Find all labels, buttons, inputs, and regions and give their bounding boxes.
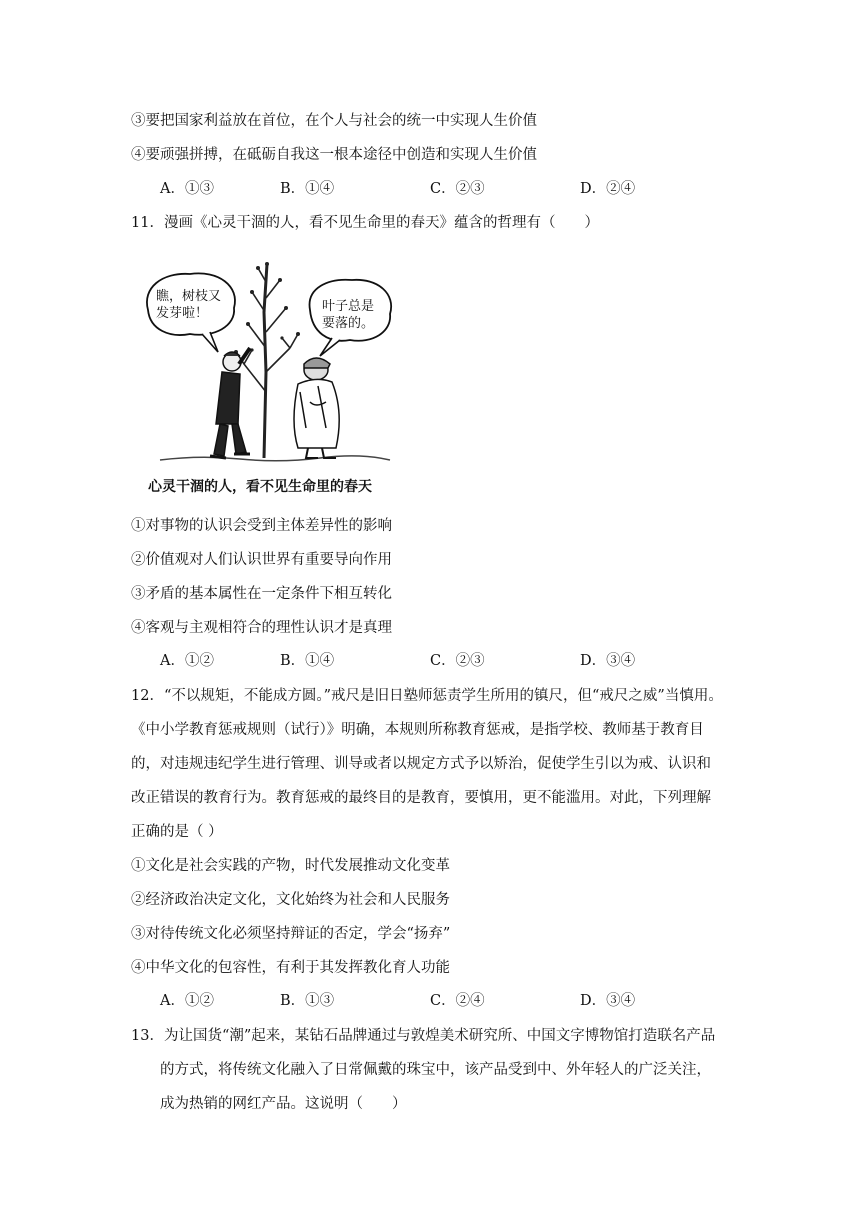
q13-stem-line-3: 成为热销的网红产品。这说明（ ） — [160, 1096, 407, 1112]
bubble-right-text — [322, 298, 374, 332]
q10-option-b: B．①④ — [280, 181, 335, 197]
bubble-left-text — [156, 288, 221, 322]
q12-stem-line-2: 《中小学教育惩戒规则（试行）》明确，本规则所称教育惩戒，是指学校、教师基于教育目 — [131, 722, 704, 738]
q10-option-d: D．②④ — [580, 181, 636, 197]
q11-item-4: ④客观与主观相符合的理性认识才是真理 — [131, 620, 392, 636]
cartoon-illustration — [140, 252, 400, 472]
q10-item-3: ③要把国家利益放在首位，在个人与社会的统一中实现人生价值 — [131, 113, 537, 129]
cartoon-caption: 心灵干涸的人，看不见生命里的春天 — [148, 479, 372, 495]
q11-item-3: ③矛盾的基本属性在一定条件下相互转化 — [131, 586, 392, 602]
q10-option-a: A．①③ — [160, 181, 214, 197]
q12-item-3: ③对待传统文化必须坚持辩证的否定，学会“扬弃” — [131, 926, 451, 942]
bubble-left-line-2: 发芽啦！ — [156, 306, 209, 321]
q13-stem-line-1: 13．为让国货“潮”起来，某钻石品牌通过与敦煌美术研究所、中国文字博物馆打造联名产品 — [131, 1028, 716, 1044]
q11-stem: 11．漫画《心灵干涸的人，看不见生命里的春天》蕴含的哲理有（ ） — [131, 215, 599, 231]
q13-stem-line-2: 的方式，将传统文化融入了日常佩戴的珠宝中，该产品受到中、外年轻人的广泛关注， — [160, 1062, 711, 1078]
q12-stem-line-4: 改正错误的教育行为。教育惩戒的最终目的是教育，要慎用，更不能滥用。对此，下列理解 — [131, 790, 711, 806]
q10-item-4: ④要顽强拼搏，在砥砺自我这一根本途径中创造和实现人生价值 — [131, 147, 537, 163]
q11-item-1: ①对事物的认识会受到主体差异性的影响 — [131, 518, 392, 534]
q12-option-a: A．①② — [160, 993, 214, 1009]
q11-item-2: ②价值观对人们认识世界有重要导向作用 — [131, 552, 392, 568]
q11-option-b: B．①④ — [280, 653, 335, 669]
q12-option-d: D．③④ — [580, 993, 636, 1009]
q11-cartoon — [140, 252, 400, 498]
bubble-left-line-1: 瞧，树枝又 — [156, 289, 222, 304]
q12-item-1: ①文化是社会实践的产物，时代发展推动文化变革 — [131, 858, 450, 874]
q12-item-2: ②经济政治决定文化，文化始终为社会和人民服务 — [131, 892, 450, 908]
bubble-right-line-1: 叶子总是 — [322, 299, 375, 314]
bubble-right-line-2: 要落的。 — [322, 316, 375, 331]
q12-stem-line-5: 正确的是（ ） — [131, 824, 223, 840]
q12-option-b: B．①③ — [280, 993, 335, 1009]
q12-stem-line-3: 的，对违规违纪学生进行管理、训导或者以规定方式予以矫治，促使学生引以为戒、认识和 — [131, 756, 711, 772]
q12-option-c: C．②④ — [430, 993, 485, 1009]
q11-option-d: D．③④ — [580, 653, 636, 669]
q10-option-c: C．②③ — [430, 181, 485, 197]
q12-item-4: ④中华文化的包容性，有利于其发挥教化育人功能 — [131, 960, 450, 976]
q12-stem-line-1: 12．“不以规矩，不能成方圆。”戒尺是旧日塾师惩责学生所用的镇尺，但“戒尺之威”当慎用。 — [131, 688, 723, 704]
q11-option-a: A．①② — [160, 653, 214, 669]
q11-option-c: C．②③ — [430, 653, 485, 669]
